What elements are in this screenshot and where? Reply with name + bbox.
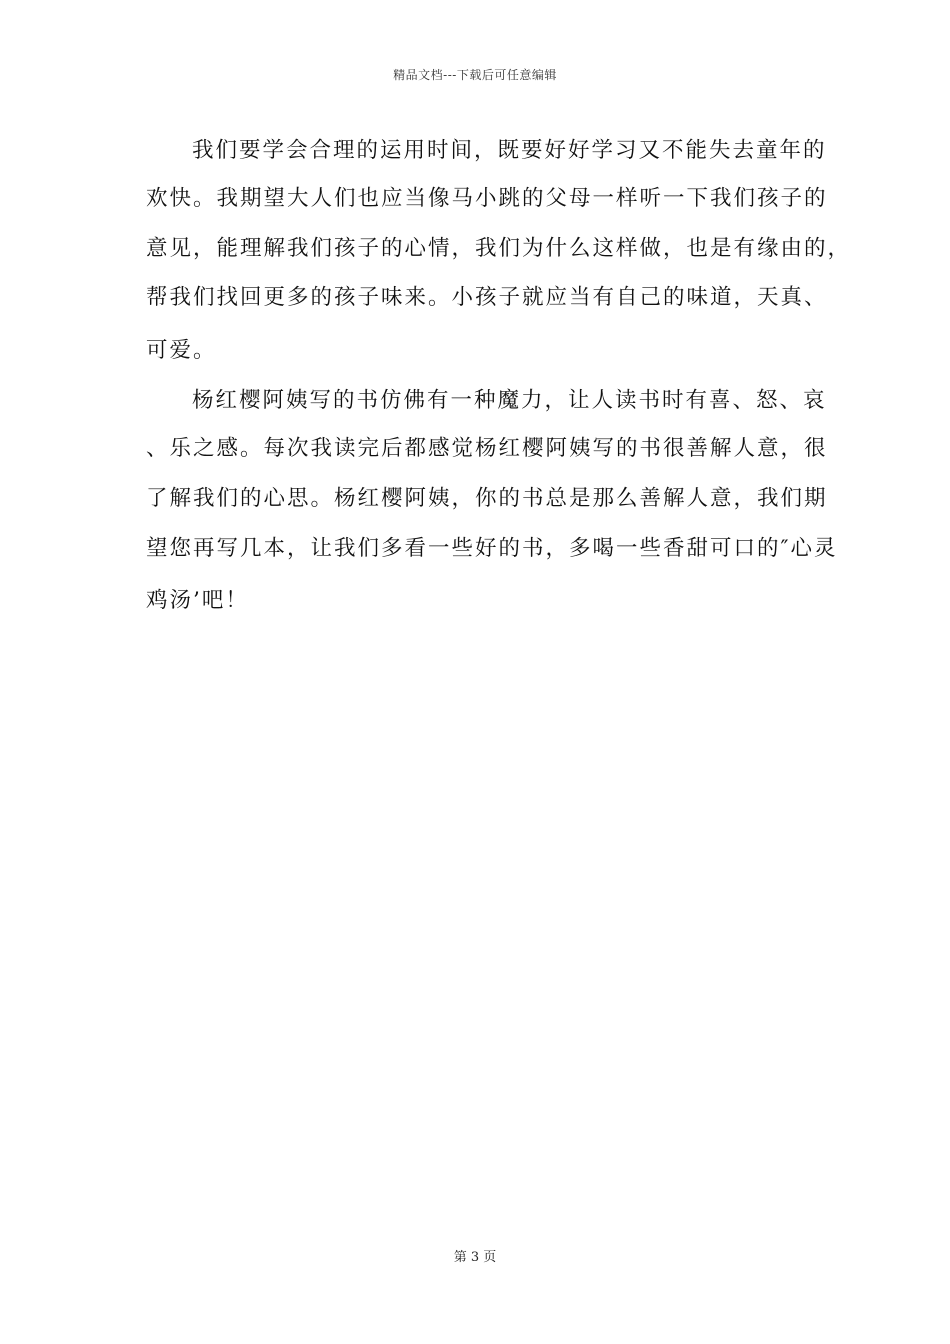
- paragraph-line: 杨红樱阿姨写的书仿佛有一种魔力，让人读书时有喜、怒、哀: [192, 388, 827, 413]
- paragraph-line: 、乐之感。每次我读完后都感觉杨红樱阿姨写的书很善解人意，很: [146, 436, 828, 461]
- page-number: 第 3 页: [453, 1250, 497, 1265]
- paragraph-line: 意见，能理解我们孩子的心情，我们为什么这样做，也是有缘由的，: [146, 236, 852, 261]
- paragraph-line: 帮我们找回更多的孩子味来。小孩子就应当有自己的味道，天真、: [146, 285, 828, 310]
- paragraph-line: 欢快。我期望大人们也应当像马小跳的父母一样听一下我们孩子的: [146, 186, 828, 211]
- paragraph-line: 我们要学会合理的运用时间，既要好好学习又不能失去童年的: [192, 138, 827, 163]
- paragraph-line: 鸡汤’吧！: [146, 588, 249, 613]
- paragraph-line: 可爱。: [146, 338, 217, 363]
- paragraph-line: 望您再写几本，让我们多看一些好的书，多喝一些香甜可口的″心灵: [146, 536, 838, 561]
- paragraph-line: 了解我们的心思。杨红樱阿姨，你的书总是那么善解人意，我们期: [146, 486, 828, 511]
- page-header: 精品文档---下载后可任意编辑: [393, 68, 557, 82]
